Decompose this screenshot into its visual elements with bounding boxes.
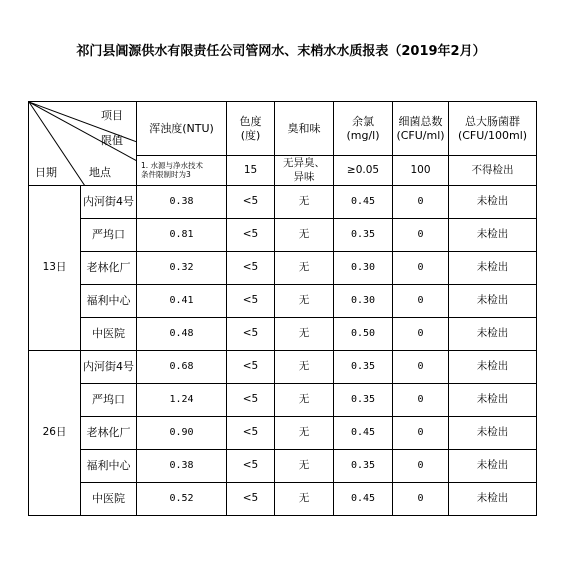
table-row [29,186,537,219]
chlorine-value: 0.30 [334,285,393,318]
limit-odor: 无异臭、 异味 [275,156,334,186]
coliform-value: 未检出 [449,351,537,384]
coliform-value: 未检出 [449,384,537,417]
chroma-value: <5 [227,483,275,516]
diag-label-item: 项目 [101,109,123,122]
bacteria-value: 0 [393,318,449,351]
odor-value: 无 [275,186,334,219]
limit-chlorine: ≥0.05 [334,156,393,186]
col-header-turbidity: 浑浊度(NTU) [137,102,227,156]
bacteria-value: 0 [393,219,449,252]
site-cell: 严坞口 [81,219,137,252]
odor-value: 无 [275,417,334,450]
date-cell: 26日 [29,351,81,516]
table-row [29,384,537,417]
site-cell: 内河街4号 [81,186,137,219]
table-row [29,318,537,351]
odor-value: 无 [275,384,334,417]
coliform-value: 未检出 [449,252,537,285]
chroma-value: <5 [227,417,275,450]
chlorine-value: 0.35 [334,450,393,483]
turbidity-value: 0.38 [137,186,227,219]
diagonal-header-cell [29,102,137,186]
chlorine-value: 0.35 [334,219,393,252]
coliform-value: 未检出 [449,417,537,450]
turbidity-value: 0.38 [137,450,227,483]
odor-value: 无 [275,285,334,318]
site-cell: 福利中心 [81,450,137,483]
chroma-value: <5 [227,384,275,417]
table-row [29,252,537,285]
coliform-value: 未检出 [449,285,537,318]
site-cell: 老林化厂 [81,417,137,450]
bacteria-value: 0 [393,252,449,285]
turbidity-value: 1.24 [137,384,227,417]
bacteria-value: 0 [393,483,449,516]
table-row [29,219,537,252]
diag-label-date: 日期 [35,166,57,179]
coliform-value: 未检出 [449,219,537,252]
coliform-value: 未检出 [449,450,537,483]
col-header-bacteria: 细菌总数 (CFU/ml) [393,102,449,156]
date-cell: 13日 [29,186,81,351]
limit-turbidity: 1. 水源与净水技术 条件限制时为3 [137,156,227,186]
chroma-value: <5 [227,285,275,318]
chroma-value: <5 [227,351,275,384]
chlorine-value: 0.45 [334,186,393,219]
odor-value: 无 [275,252,334,285]
chroma-value: <5 [227,318,275,351]
table-row [29,417,537,450]
odor-value: 无 [275,483,334,516]
bacteria-value: 0 [393,351,449,384]
turbidity-value: 0.68 [137,351,227,384]
site-cell: 老林化厂 [81,252,137,285]
limit-chroma: 15 [227,156,275,186]
turbidity-value: 0.48 [137,318,227,351]
chlorine-value: 0.45 [334,417,393,450]
turbidity-value: 0.81 [137,219,227,252]
chroma-value: <5 [227,186,275,219]
bacteria-value: 0 [393,417,449,450]
col-header-chroma: 色度 (度) [227,102,275,156]
limit-coliform: 不得检出 [449,156,537,186]
table-row [29,450,537,483]
odor-value: 无 [275,318,334,351]
bacteria-value: 0 [393,285,449,318]
turbidity-value: 0.90 [137,417,227,450]
chlorine-value: 0.45 [334,483,393,516]
turbidity-value: 0.32 [137,252,227,285]
site-cell: 福利中心 [81,285,137,318]
odor-value: 无 [275,351,334,384]
diag-label-limit: 限值 [101,134,123,147]
coliform-value: 未检出 [449,318,537,351]
turbidity-value: 0.41 [137,285,227,318]
chlorine-value: 0.50 [334,318,393,351]
limit-bacteria: 100 [393,156,449,186]
site-cell: 中医院 [81,318,137,351]
chlorine-value: 0.35 [334,351,393,384]
bacteria-value: 0 [393,186,449,219]
coliform-value: 未检出 [449,186,537,219]
chroma-value: <5 [227,219,275,252]
site-cell: 严坞口 [81,384,137,417]
site-cell: 内河街4号 [81,351,137,384]
chroma-value: <5 [227,450,275,483]
col-header-odor: 臭和味 [275,102,334,156]
table-row [29,351,537,384]
table-row [29,483,537,516]
bacteria-value: 0 [393,384,449,417]
chroma-value: <5 [227,252,275,285]
col-header-coliform: 总大肠菌群 (CFU/100ml) [449,102,537,156]
diag-label-site: 地点 [89,166,111,179]
report-title: 祁门县阊源供水有限责任公司管网水、末梢水水质报表（2019年2月） [76,44,486,59]
odor-value: 无 [275,450,334,483]
col-header-chlorine: 余氯 (mg/l) [334,102,393,156]
odor-value: 无 [275,219,334,252]
table-row [29,285,537,318]
coliform-value: 未检出 [449,483,537,516]
chlorine-value: 0.35 [334,384,393,417]
turbidity-value: 0.52 [137,483,227,516]
chlorine-value: 0.30 [334,252,393,285]
bacteria-value: 0 [393,450,449,483]
site-cell: 中医院 [81,483,137,516]
water-quality-table [28,101,537,516]
